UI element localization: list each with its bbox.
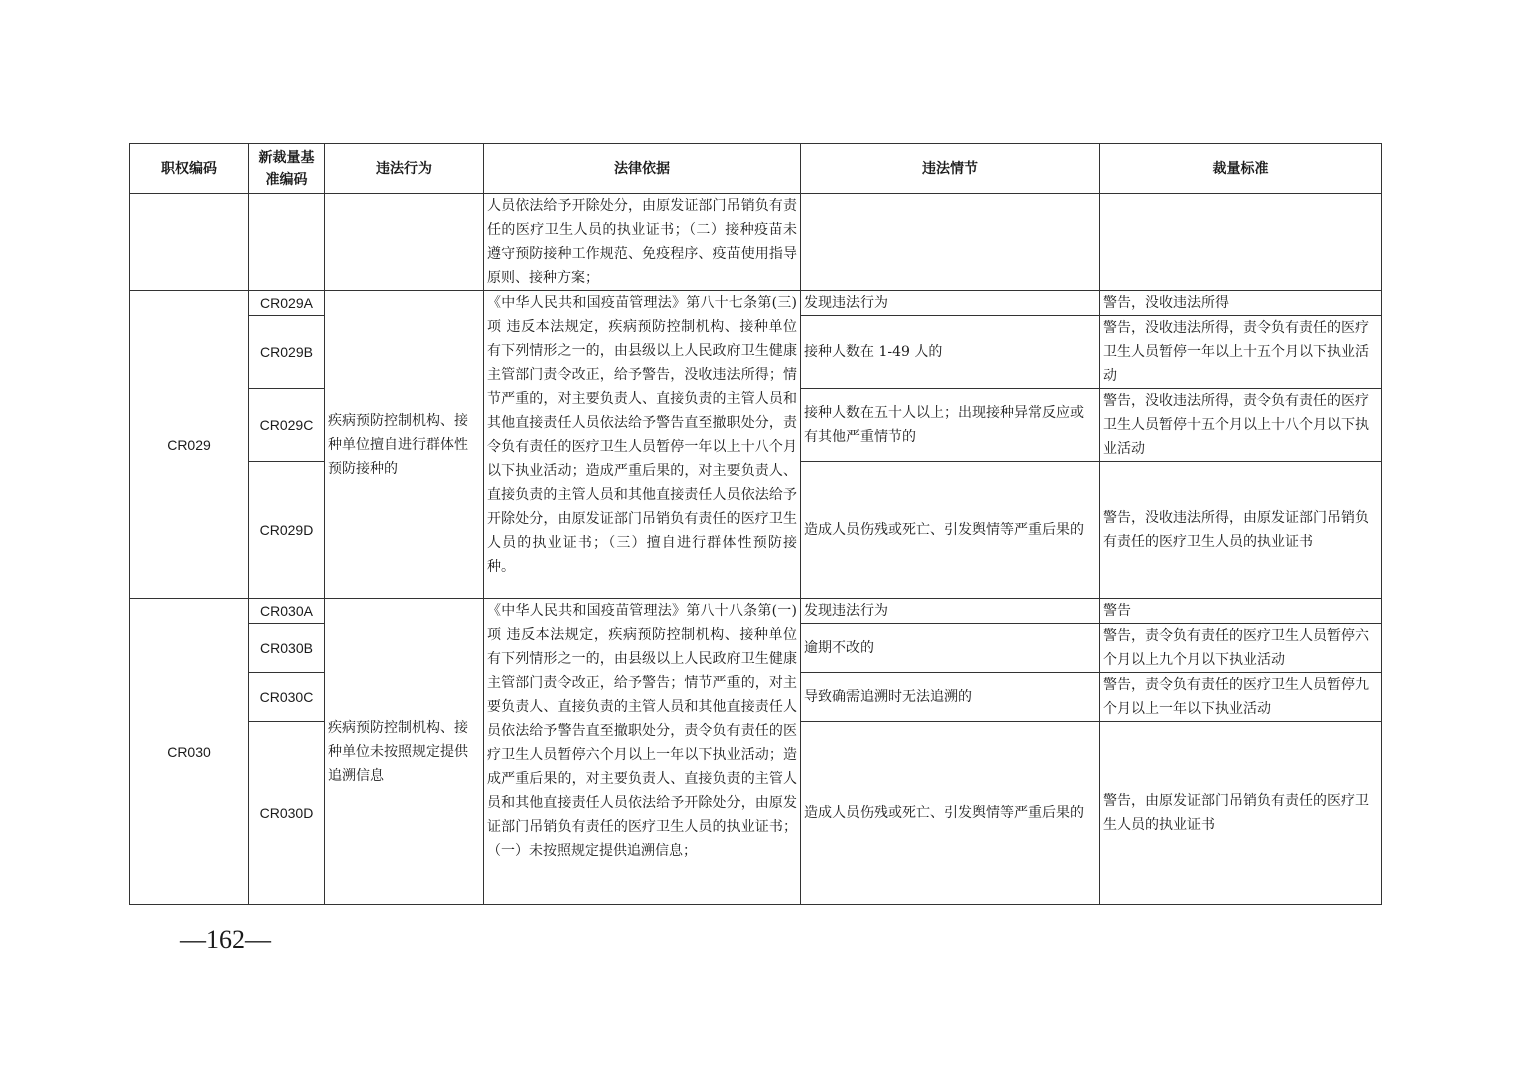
violation-text: 疾病预防控制机构、接种单位擅自进行群体性预防接种的 — [325, 291, 484, 599]
standard-text: 警告，由原发证部门吊销负有责任的医疗卫生人员的执业证书 — [1100, 722, 1382, 905]
legal-basis-text: 《中华人民共和国疫苗管理法》第八十七条第(三)项 违反本法规定，疾病预防控制机构、接种单位有下列情形之一的，由县级以上人民政府卫生健康主管部门责令改正，给予警告，没收违法所得；情节严重的，对主要负责人、直接负责的主管人员和其他直接责任人员依法给予警告直至撤职处分，责令负有责任的医疗卫生人员暂停一年以上十八个月以下执业活动；造成严重后果的，对主要负责人、直接负责的主管人员和其他直接责任人员依法给予开除处分，由原发证部门吊销负有责任的医疗卫生人员的执业证书；（三）擅自进行群体性预防接种。 — [484, 291, 801, 599]
sub-code: CR029C — [249, 389, 325, 462]
header-row — [130, 144, 1382, 194]
standard-text: 警告，没收违法所得，由原发证部门吊销负有责任的医疗卫生人员的执业证书 — [1100, 462, 1382, 599]
standard-text: 警告，没收违法所得，责令负有责任的医疗卫生人员暂停十五个月以上十八个月以下执业活动 — [1100, 389, 1382, 462]
circumstance-text: 发现违法行为 — [801, 291, 1100, 316]
legal-basis-text: 《中华人民共和国疫苗管理法》第八十八条第(一)项 违反本法规定，疾病预防控制机构、接种单位有下列情形之一的，由县级以上人民政府卫生健康主管部门责令改正，给予警告；情节严重的，对主要负责人、直接负责的主管人员和其他直接责任人员依法给予警告直至撤职处分，责令负有责任的医疗卫生人员暂停六个月以上一年以下执业活动；造成严重后果的，对主要负责人、直接负责的主管人员和其他直接责任人员依法给予开除处分，由原发证部门吊销负有责任的医疗卫生人员的执业证书；（一）未按照规定提供追溯信息； — [484, 599, 801, 905]
header-authority-code: 职权编码 — [130, 144, 249, 194]
sub-code: CR030A — [249, 599, 325, 624]
authority-code: CR029 — [130, 291, 249, 599]
violation-text: 疾病预防控制机构、接种单位未按照规定提供追溯信息 — [325, 599, 484, 905]
circumstance-text: 接种人数在五十人以上；出现接种异常反应或有其他严重情节的 — [801, 389, 1100, 462]
sub-code: CR029D — [249, 462, 325, 599]
header-circumstance: 违法情节 — [801, 144, 1100, 194]
table-row — [130, 291, 1382, 316]
standard-text: 警告，责令负有责任的医疗卫生人员暂停九个月以上一年以下执业活动 — [1100, 673, 1382, 722]
standard-text: 警告，没收违法所得 — [1100, 291, 1382, 316]
circumstance-text: 接种人数在 1-49 人的 — [801, 316, 1100, 389]
sub-code: CR030D — [249, 722, 325, 905]
penalty-discretion-table — [129, 143, 1382, 905]
header-standard: 裁量标准 — [1100, 144, 1382, 194]
header-new-benchmark-code: 新裁量基准编码 — [249, 144, 325, 194]
sub-code: CR030C — [249, 673, 325, 722]
standard-text: 警告 — [1100, 599, 1382, 624]
page-number: —162— — [180, 925, 271, 954]
sub-code: CR029A — [249, 291, 325, 316]
header-legal-basis: 法律依据 — [484, 144, 801, 194]
standard-text: 警告，责令负有责任的医疗卫生人员暂停六个月以上九个月以下执业活动 — [1100, 624, 1382, 673]
circumstance-text: 造成人员伤残或死亡、引发舆情等严重后果的 — [801, 722, 1100, 905]
continuation-row — [130, 194, 1382, 291]
authority-code: CR030 — [130, 599, 249, 905]
cell-empty — [1100, 194, 1382, 291]
circumstance-text: 导致确需追溯时无法追溯的 — [801, 673, 1100, 722]
cell-empty — [130, 194, 249, 291]
cell-empty — [801, 194, 1100, 291]
header-violation: 违法行为 — [325, 144, 484, 194]
cell-empty — [249, 194, 325, 291]
standard-text: 警告，没收违法所得，责令负有责任的医疗卫生人员暂停一年以上十五个月以下执业活动 — [1100, 316, 1382, 389]
cell-empty — [325, 194, 484, 291]
legal-basis-continuation: 人员依法给予开除处分，由原发证部门吊销负有责任的医疗卫生人员的执业证书；（二）接种疫苗未遵守预防接种工作规范、免疫程序、疫苗使用指导原则、接种方案； — [484, 194, 801, 291]
sub-code: CR029B — [249, 316, 325, 389]
circumstance-text: 逾期不改的 — [801, 624, 1100, 673]
table-row — [130, 599, 1382, 624]
sub-code: CR030B — [249, 624, 325, 673]
circumstance-text: 造成人员伤残或死亡、引发舆情等严重后果的 — [801, 462, 1100, 599]
circumstance-text: 发现违法行为 — [801, 599, 1100, 624]
